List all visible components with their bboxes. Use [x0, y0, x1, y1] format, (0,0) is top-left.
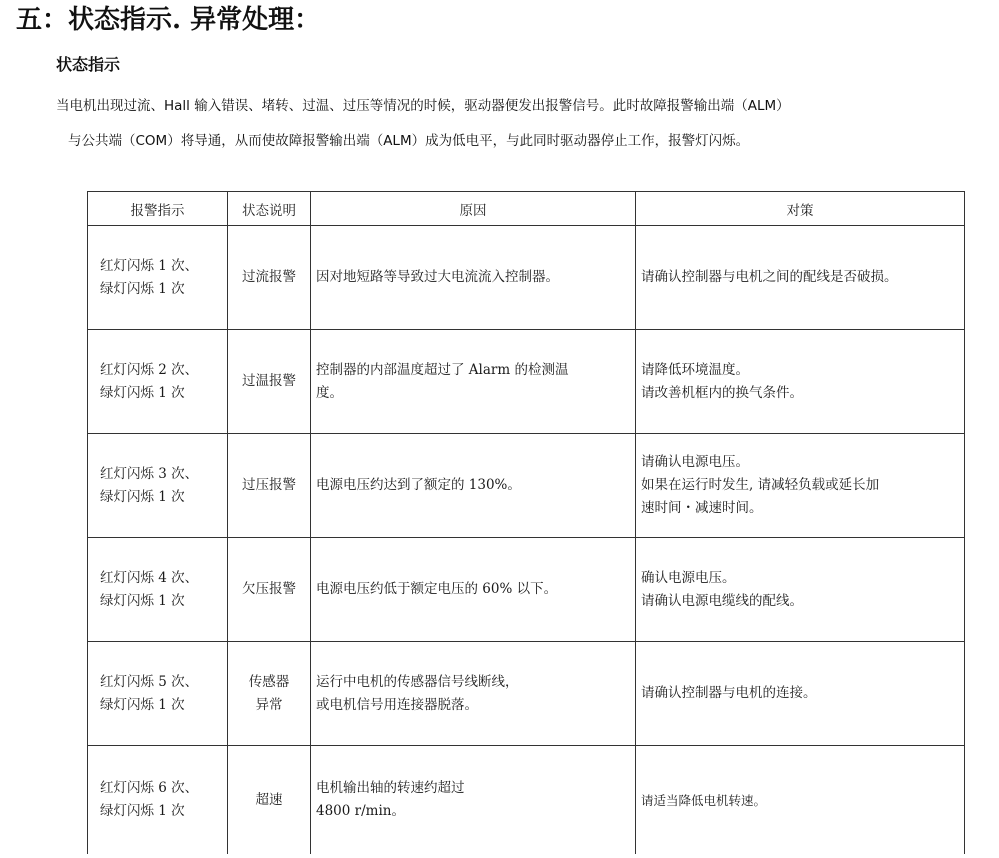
countermeasure-cell: [636, 746, 965, 855]
alarm-indicator-cell: [88, 330, 228, 434]
indicator-line: 绿灯闪烁 1 次: [100, 280, 185, 297]
status-cell: [228, 538, 311, 642]
status-cell: [228, 330, 311, 434]
indicator-line: 绿灯闪烁 1 次: [100, 592, 185, 609]
status-line: 过温报警: [242, 373, 296, 389]
indicator-line: 红灯闪烁 5 次、: [100, 673, 199, 690]
countermeasure-line: 请降低环境温度。: [641, 361, 749, 378]
countermeasure-cell: [636, 538, 965, 642]
reason-cell: [311, 642, 636, 746]
indicator-line: 绿灯闪烁 1 次: [100, 488, 185, 505]
countermeasure-line: 速时间・减速时间。: [641, 500, 763, 516]
header-status-description: 状态说明: [228, 192, 311, 226]
reason-cell: [311, 746, 636, 855]
alarm-indicator-cell: [88, 434, 228, 538]
status-cell: [228, 434, 311, 538]
countermeasure-line: 请确认电源电压。: [641, 454, 749, 470]
reason-cell: [311, 330, 636, 434]
indicator-line: 红灯闪烁 3 次、: [100, 465, 199, 482]
table-row: [88, 746, 965, 855]
reason-line: 电源电压约达到了额定的 130%。: [316, 477, 521, 493]
table-row: [88, 226, 965, 330]
countermeasure-cell: [636, 434, 965, 538]
status-line: 过压报警: [242, 477, 296, 493]
header-alarm-indicator: 报警指示: [88, 192, 228, 226]
reason-line: 或电机信号用连接器脱落。: [316, 696, 478, 713]
indicator-line: 红灯闪烁 1 次、: [100, 257, 199, 274]
alarm-indicator-cell: [88, 746, 228, 855]
indicator-line: 红灯闪烁 2 次、: [100, 361, 199, 378]
indicator-line: 红灯闪烁 6 次、: [100, 780, 199, 796]
countermeasure-line: 请改善机框内的换气条件。: [641, 384, 803, 401]
table-header-row: [88, 192, 965, 226]
table-row: [88, 538, 965, 642]
alarm-indicator-cell: [88, 226, 228, 330]
header-countermeasure: 对策: [636, 192, 965, 226]
countermeasure-line: 请确认控制器与电机之间的配线是否破损。: [641, 269, 898, 285]
status-cell: [228, 642, 311, 746]
intro-paragraph: [56, 89, 986, 159]
reason-line: 电源电压约低于额定电压的 60% 以下。: [316, 581, 558, 597]
intro-line-1: 当电机出现过流、Hall 输入错误、堵转、过温、过压等情况的时候，驱动器便发出报警信号。此时故障报警输出端（ALM）: [56, 98, 790, 114]
countermeasure-line: 请适当降低电机转速。: [641, 792, 767, 808]
reason-line: 4800 r/min。: [316, 803, 405, 819]
reason-line: 因对地短路等导致过大电流流入控制器。: [316, 269, 559, 285]
indicator-line: 红灯闪烁 4 次、: [100, 569, 199, 586]
header-reason: 原因: [311, 192, 636, 226]
reason-cell: [311, 538, 636, 642]
alarm-indicator-cell: [88, 538, 228, 642]
countermeasure-cell: [636, 642, 965, 746]
status-line: 超速: [255, 791, 283, 808]
reason-line: 控制器的内部温度超过了 Alarm 的检测温: [316, 361, 569, 378]
reason-cell: [311, 226, 636, 330]
section-title: 五：状态指示. 异常处理：: [16, 5, 321, 35]
countermeasure-line: 确认电源电压。: [641, 569, 736, 586]
countermeasure-cell: [636, 226, 965, 330]
table-row: [88, 642, 965, 746]
status-line: 传感器: [248, 673, 290, 690]
indicator-line: 绿灯闪烁 1 次: [100, 803, 185, 819]
indicator-line: 绿灯闪烁 1 次: [100, 384, 185, 401]
countermeasure-cell: [636, 330, 965, 434]
alarm-indicator-cell: [88, 642, 228, 746]
status-cell: [228, 226, 311, 330]
reason-line: 电机输出轴的转速约超过: [316, 780, 465, 796]
countermeasure-line: 如果在运行时发生, 请减轻负载或延长加: [641, 477, 880, 493]
indicator-line: 绿灯闪烁 1 次: [100, 696, 185, 713]
countermeasure-line: 请确认电源电缆线的配线。: [641, 592, 803, 609]
status-line: 过流报警: [242, 269, 296, 285]
intro-line-2: 与公共端（COM）将导通，从而使故障报警输出端（ALM）成为低电平，与此同时驱动器停止工作，报警灯闪烁。: [68, 133, 750, 149]
table-row: [88, 330, 965, 434]
status-line: 欠压报警: [242, 581, 296, 597]
subsection-title: 状态指示: [56, 55, 121, 74]
reason-cell: [311, 434, 636, 538]
table-row: [88, 434, 965, 538]
status-cell: [228, 746, 311, 855]
alarm-status-table: [87, 191, 965, 854]
reason-line: 度。: [316, 384, 343, 401]
reason-line: 运行中电机的传感器信号线断线，: [316, 673, 519, 690]
countermeasure-line: 请确认控制器与电机的连接。: [641, 685, 817, 701]
status-line: 异常: [255, 696, 283, 713]
